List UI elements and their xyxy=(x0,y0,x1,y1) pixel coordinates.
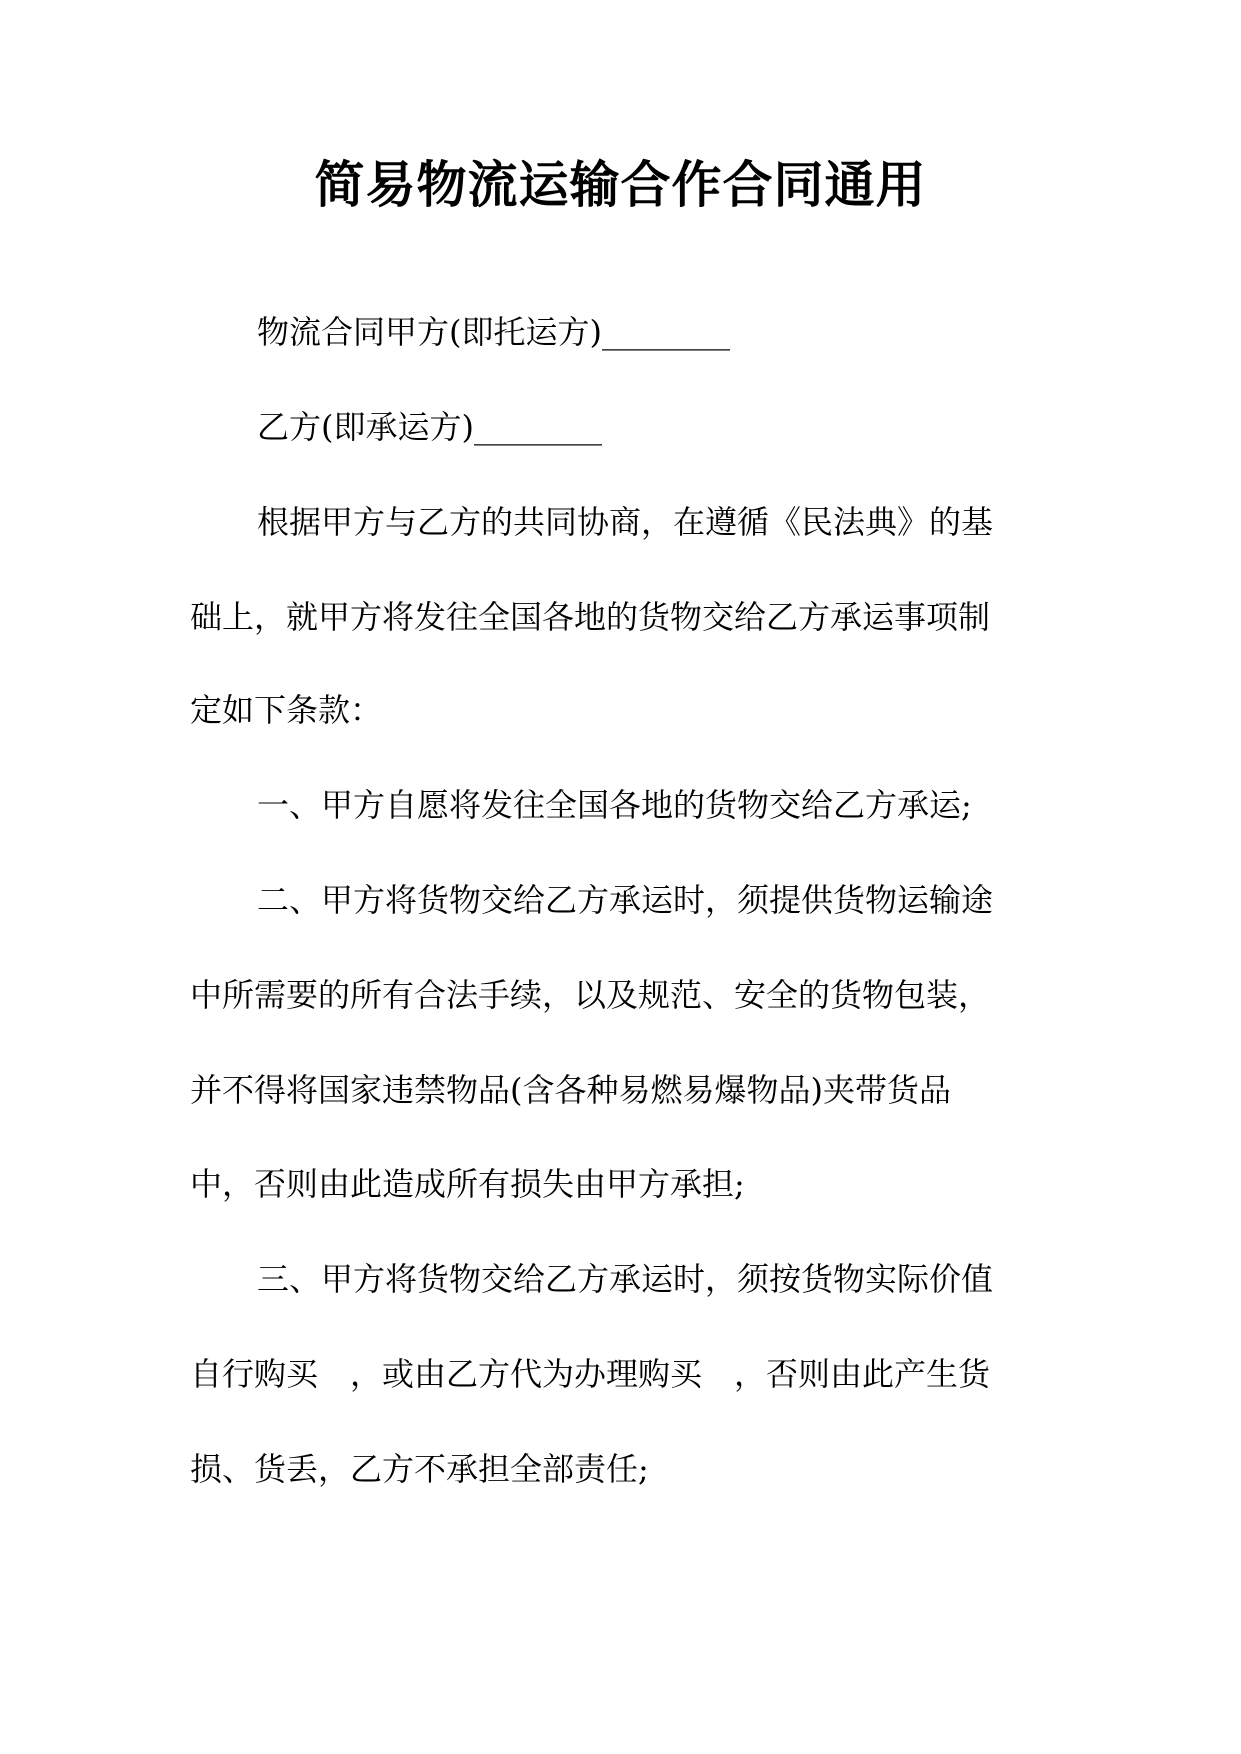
clause-2-line-3: 并不得将国家违禁物品(含各种易燃易爆物品)夹带货品 xyxy=(190,1071,951,1109)
clause-3-line-2: 自行购买 ，或由乙方代为办理购买 ，否则由此产生货 xyxy=(190,1355,991,1393)
preamble-line-1: 根据甲方与乙方的共同协商，在遵循《民法典》的基 xyxy=(257,503,994,541)
clause-3-line-1: 三、甲方将货物交给乙方承运时，须按货物实际价值 xyxy=(257,1260,994,1298)
clause-2-line-1: 二、甲方将货物交给乙方承运时，须提供货物运输途 xyxy=(257,881,994,919)
clause-2-line-4: 中，否则由此造成所有损失由甲方承担; xyxy=(190,1165,745,1203)
preamble-line-2: 础上，就甲方将发往全国各地的货物交给乙方承运事项制 xyxy=(190,598,991,636)
clause-3-line-3: 损、货丢，乙方不承担全部责任; xyxy=(190,1450,649,1488)
clause-1-line-1: 一、甲方自愿将发往全国各地的货物交给乙方承运; xyxy=(257,786,972,824)
party-b-line: 乙方(即承运方)________ xyxy=(257,408,602,446)
clause-2-line-2: 中所需要的所有合法手续，以及规范、安全的货物包装， xyxy=(190,976,991,1014)
party-a-line: 物流合同甲方(即托运方)________ xyxy=(257,313,730,351)
document-title: 简易物流运输合作合同通用 xyxy=(314,156,927,214)
preamble-line-3: 定如下条款： xyxy=(190,691,383,729)
